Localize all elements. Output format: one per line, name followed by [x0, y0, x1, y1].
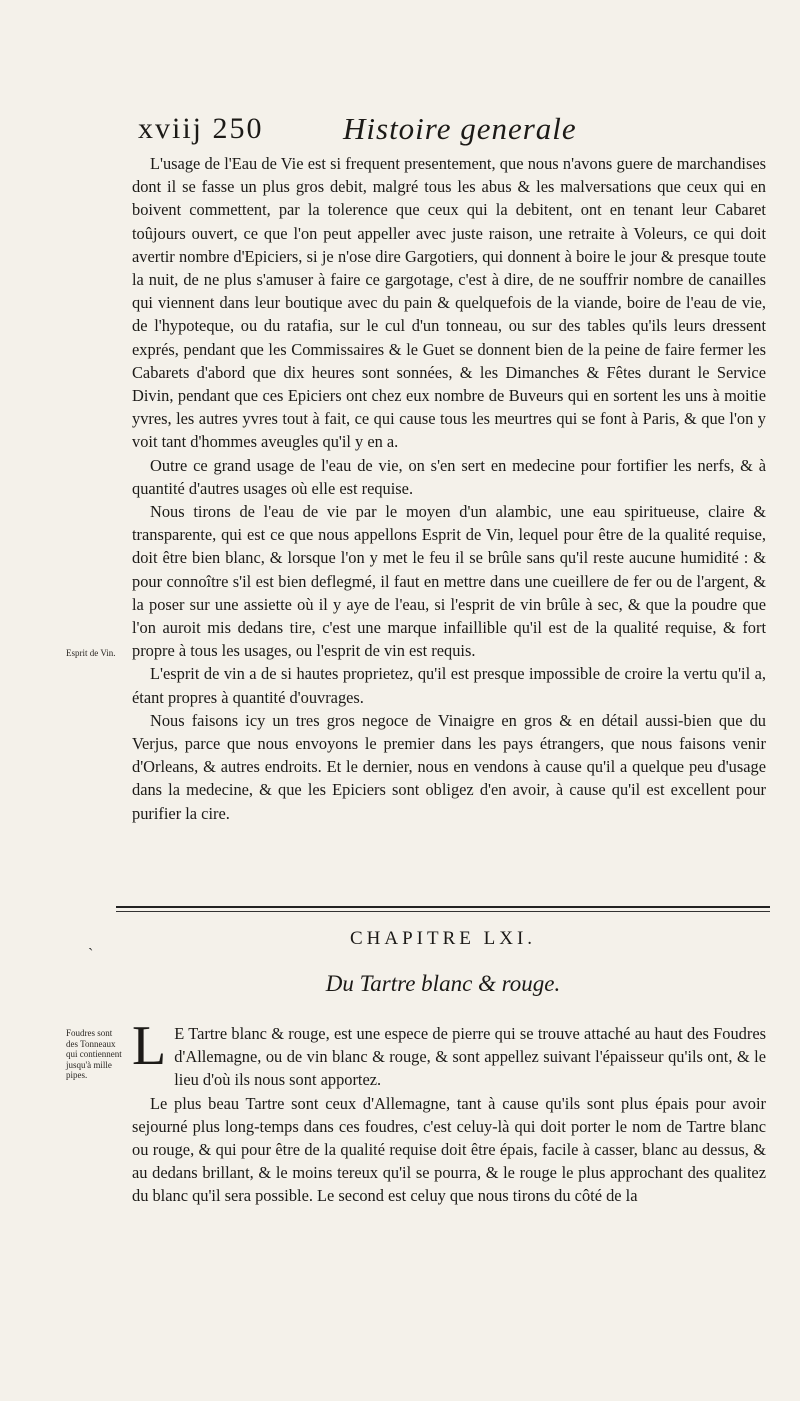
paragraph-medecine: Outre ce grand usage de l'eau de vie, on s'en sert en medecine pour fortifier les nerfs, & à quantité d'autres usages où elle est requise. — [132, 455, 766, 498]
section-eau-de-vie — [132, 152, 766, 825]
margin-mark: ˏ — [88, 934, 94, 951]
page-header — [138, 108, 768, 150]
margin-note-foudres: Foudres sont des Tonneaux qui contiennent jusqu'à mille pipes. — [66, 1028, 122, 1080]
chapter-title: Du Tartre blanc & rouge. — [325, 971, 561, 996]
paragraph-tartre-definition: E Tartre blanc & rouge, est une espece de pierre qui se trouve attaché au haut des Foudres d'Allemagne, ou de vin blanc & rouge, & sont appellez suivant l'épaisseur qu'ils ont, & le lieu d'où ils nous sont apportez. — [174, 1024, 766, 1090]
chapter-heading: CHAPITRE LXI. — [349, 928, 537, 949]
section-rule-bottom — [116, 911, 770, 912]
running-title: Histoire generale — [343, 111, 577, 146]
paragraph-usage-eau-de-vie: L'usage de l'Eau de Vie est si frequent presentement, que nous n'avons guere de marchandises dont il se fasse un plus gros debit, malgré tous les abus & les malversations que ceux qui en boivent commettent, par la tolerence que ceux qui la debitent, ont en tenant leur Cabaret toûjours ouvert, ce que l'on peut appeller avec juste raison, une retraite à Voleurs, ce qui doit avertir nombre d'Epiciers, si je n'ose dire Gargotiers, qui donnent à boire le jour & presque toute la nuit, de ne plus s'amuser à faire ce gargotage, c'est à dire, de ne souffrir nombre de canailles qui viennent dans leur boutique avec du pain & quelquefois de la viande, boire de l'eau de vie, de l'hypoteque, ou du ratafia, sur le cul d'un tonneau, ou sur des tables qu'ils leurs dressent exprés, pendant que les Commissaires & le Guet se donnent bien de la peine de faire fermer les Cabarets d'abord que dix heures sont sonnées, & les Dimanches & Fêtes durant le Service Divin, pendant que ces Epiciers ont chez eux nombre de Buveurs qui en sortent les uns à moitie yvres, les autres yvres tout à fait, ce qui cause tous les meurtres qui se font à Paris, & que l'on y voit tant d'hommes aveugles qu'il y en a. — [132, 154, 766, 452]
paragraph-proprietez: L'esprit de vin a de si hautes proprietez, qu'il est presque impossible de croire la vertu qu'il a, étant propres à quantité d'ouvrages. — [132, 664, 766, 707]
paragraph-esprit-de-vin: Nous tirons de l'eau de vie par le moyen d'un alambic, une eau spiritueuse, claire & transparente, qui est ce que nous appellons Esprit de Vin, lequel pour être de la qualité requise, doit être bien blanc, & lorsque l'on y met le feu il se brûle sans qu'il reste aucune humidité : & pour connoître s'il est bien deflegmé, il faut en mettre dans une cueillere de fer ou de l'argent, & la poser sur une assiette où il y aye de l'eau, si l'esprit de vin brûle à sec, & que la poudre que l'on auroit mis dedans tire, c'est une marque infaillible qu'il est de la qualité requise, & fort propre à tous les usages, ou l'esprit de vin est requis. — [132, 502, 766, 661]
section-tartre — [132, 1015, 766, 1208]
section-rule-top — [116, 906, 770, 908]
paragraph-vinaigre: Nous faisons icy un tres gros negoce de Vinaigre en gros & en détail aussi-bien que du Verjus, parce que nous envoyons le premier dans les pays étrangers, que nous faisons venir d'Orleans, & autres endroits. Et le dernier, nous en vendons à cause qu'il a quelque peu d'usage dans la medecine, & que les Epiciers sont obligez d'en avoir, à cause qu'il est excellent pour purifier la cire. — [132, 710, 766, 823]
paragraph-tartre-allemagne: Le plus beau Tartre sont ceux d'Allemagne, tant à cause qu'ils sont plus épais pour avoir sejourné plus long-temps dans ces foudres, c'est celuy-là qui doit porter le nom de Tartre blanc ou rouge, & qui pour être de la qualité requise doit être épais, facile à casser, blanc au dessus, & au dedans brillant, & le moins tereux qu'il se pourra, & le rouge le plus approchant des qualitez du blanc qu'il sera possible. Le second est celuy que nous tirons du côté de la — [132, 1093, 766, 1206]
drop-cap: L — [132, 1015, 167, 1077]
margin-note-esprit-de-vin: Esprit de Vin. — [66, 648, 116, 658]
folio-number: xviij 250 — [138, 112, 264, 145]
